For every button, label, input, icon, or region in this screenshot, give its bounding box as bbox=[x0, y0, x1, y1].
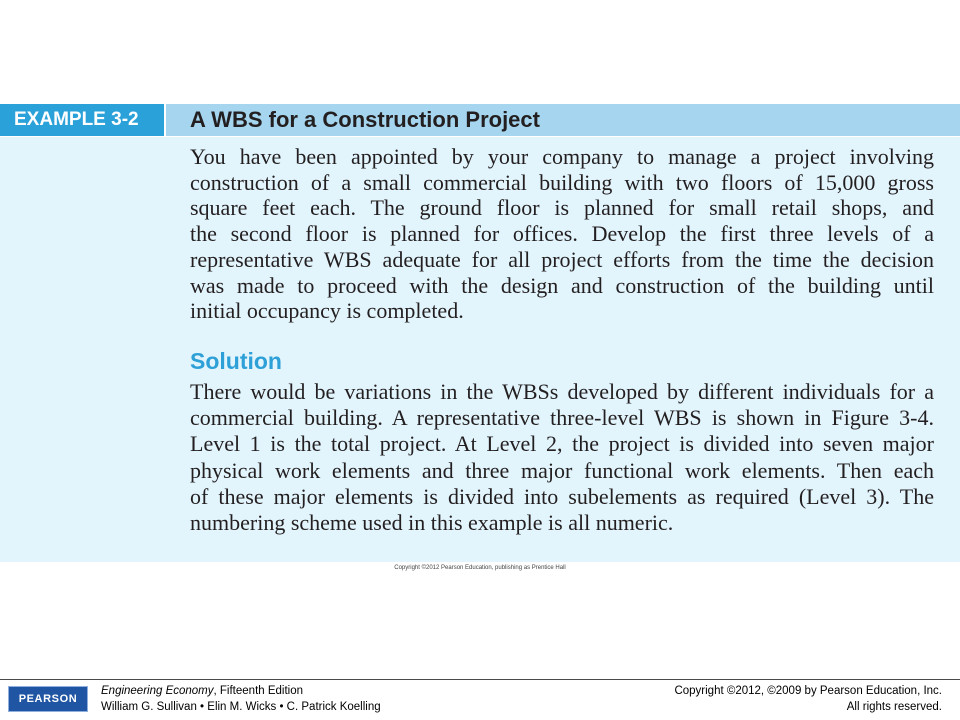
example-title: A WBS for a Construction Project bbox=[166, 104, 960, 136]
pearson-logo: PEARSON bbox=[8, 686, 88, 712]
problem-statement bbox=[190, 144, 934, 324]
footer-copyright-block bbox=[674, 683, 942, 715]
solution-line: numbering scheme used in this example is all numeric. bbox=[190, 510, 674, 536]
problem-line: the second floor is planned for offices. Develop the first three levels of a bbox=[190, 221, 934, 247]
footer-book-info bbox=[101, 683, 381, 715]
footer-book-title-line bbox=[101, 683, 381, 699]
problem-line: square feet each. The ground floor is planned for small retail shops, and bbox=[190, 195, 934, 221]
solution-line: Level 1 is the total project. At Level 2, the project is divided into seven major bbox=[190, 431, 934, 457]
footer-rule bbox=[0, 679, 960, 680]
book-title: Engineering Economy bbox=[101, 685, 214, 697]
problem-line: representative WBS adequate for all project efforts from the time the decision bbox=[190, 246, 934, 272]
solution-line: commercial building. A representative three-level WBS is shown in Figure 3-4. bbox=[190, 405, 934, 431]
example-header bbox=[0, 104, 960, 136]
footer-rights: All rights reserved. bbox=[846, 701, 942, 713]
example-label: EXAMPLE 3-2 bbox=[0, 104, 164, 136]
solution-line: physical work elements and three major functional work elements. Then each bbox=[190, 457, 934, 483]
solution-line: There would be variations in the WBSs developed by different individuals for a bbox=[190, 379, 934, 404]
solution-heading: Solution bbox=[190, 348, 282, 374]
problem-line: construction of a small commercial building with two floors of 15,000 gross bbox=[190, 169, 934, 195]
problem-line: You have been appointed by your company to manage a project involving bbox=[190, 144, 934, 169]
problem-line: was made to proceed with the design and construction of the building until bbox=[190, 272, 934, 298]
book-edition: , Fifteenth Edition bbox=[213, 685, 304, 697]
figure-copyright: Copyright ©2012 Pearson Education, publishing as Prentice Hall bbox=[394, 565, 566, 571]
footer-copyright: Copyright ©2012, ©2009 by Pearson Education, Inc. bbox=[674, 685, 942, 697]
problem-line: initial occupancy is completed. bbox=[190, 298, 464, 324]
solution-text bbox=[190, 379, 934, 536]
solution-line: of these major elements is divided into subelements as required (Level 3). The bbox=[190, 483, 934, 509]
book-authors: William G. Sullivan • Elin M. Wicks • C. Patrick Koelling bbox=[101, 701, 381, 713]
